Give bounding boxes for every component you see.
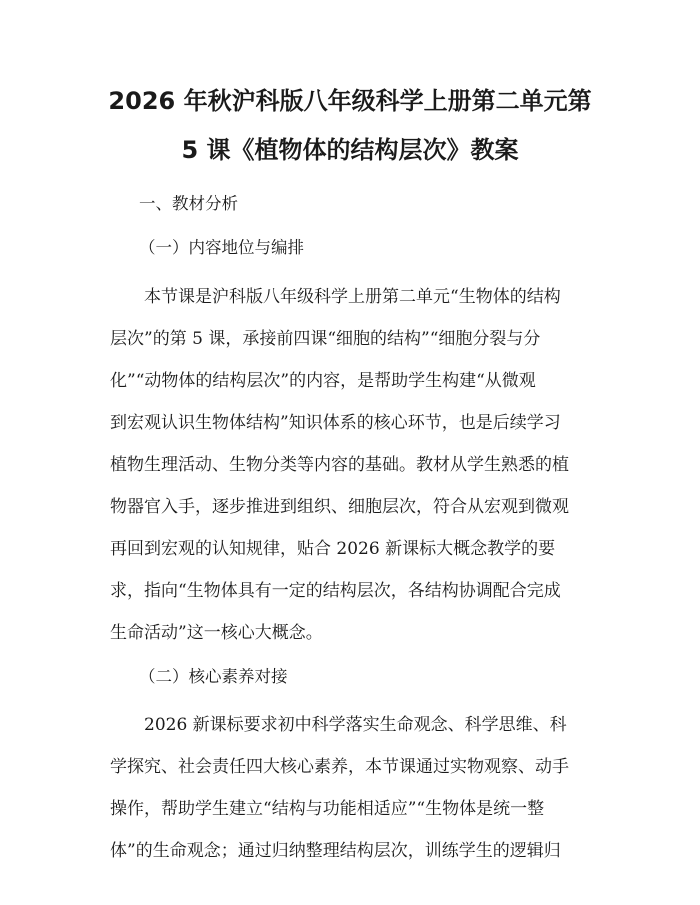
paragraph-1-line: 求，指向“生物体具有一定的结构层次，各结构协调配合完成 bbox=[110, 581, 561, 601]
subsection-heading-core-literacy: （二）核心素养对接 bbox=[139, 667, 288, 686]
paragraph-2-line: 2026 新课标要求初中科学落实生命观念、科学思维、科 bbox=[144, 715, 567, 735]
paragraph-1-line: 化”“动物体的结构层次”的内容，是帮助学生构建“从微观 bbox=[110, 371, 536, 391]
paragraph-2-line: 操作，帮助学生建立“结构与功能相适应”“生物体是统一整 bbox=[110, 799, 545, 819]
section-heading-textbook-analysis: 一、教材分析 bbox=[139, 194, 238, 213]
paragraph-1-line: 生命活动”这一核心大概念。 bbox=[110, 623, 323, 643]
paragraph-2-line: 学探究、社会责任四大核心素养，本节课通过实物观察、动手 bbox=[110, 757, 569, 777]
paragraph-1-line: 再回到宏观的认知规律，贴合 2026 新课标大概念教学的要 bbox=[110, 539, 556, 559]
subsection-heading-content-position: （一）内容地位与编排 bbox=[139, 238, 304, 257]
paragraph-1-line: 物器官入手，逐步推进到组织、细胞层次，符合从宏观到微观 bbox=[110, 497, 569, 517]
paragraph-1-line: 层次”的第 5 课，承接前四课“细胞的结构”“细胞分裂与分 bbox=[110, 329, 541, 349]
paragraph-1-line: 植物生理活动、生物分类等内容的基础。教材从学生熟悉的植 bbox=[110, 455, 569, 475]
paragraph-1-line: 到宏观认识生物体结构”知识体系的核心环节，也是后续学习 bbox=[110, 413, 561, 433]
paragraph-2-line: 体”的生命观念；通过归纳整理结构层次，训练学生的逻辑归 bbox=[110, 841, 561, 861]
paragraph-1-line: 本节课是沪科版八年级科学上册第二单元“生物体的结构 bbox=[144, 287, 561, 307]
document-title-line-1: 2026 年秋沪科版八年级科学上册第二单元第 bbox=[108, 87, 592, 115]
document-title-line-2: 5 课《植物体的结构层次》教案 bbox=[181, 136, 519, 164]
